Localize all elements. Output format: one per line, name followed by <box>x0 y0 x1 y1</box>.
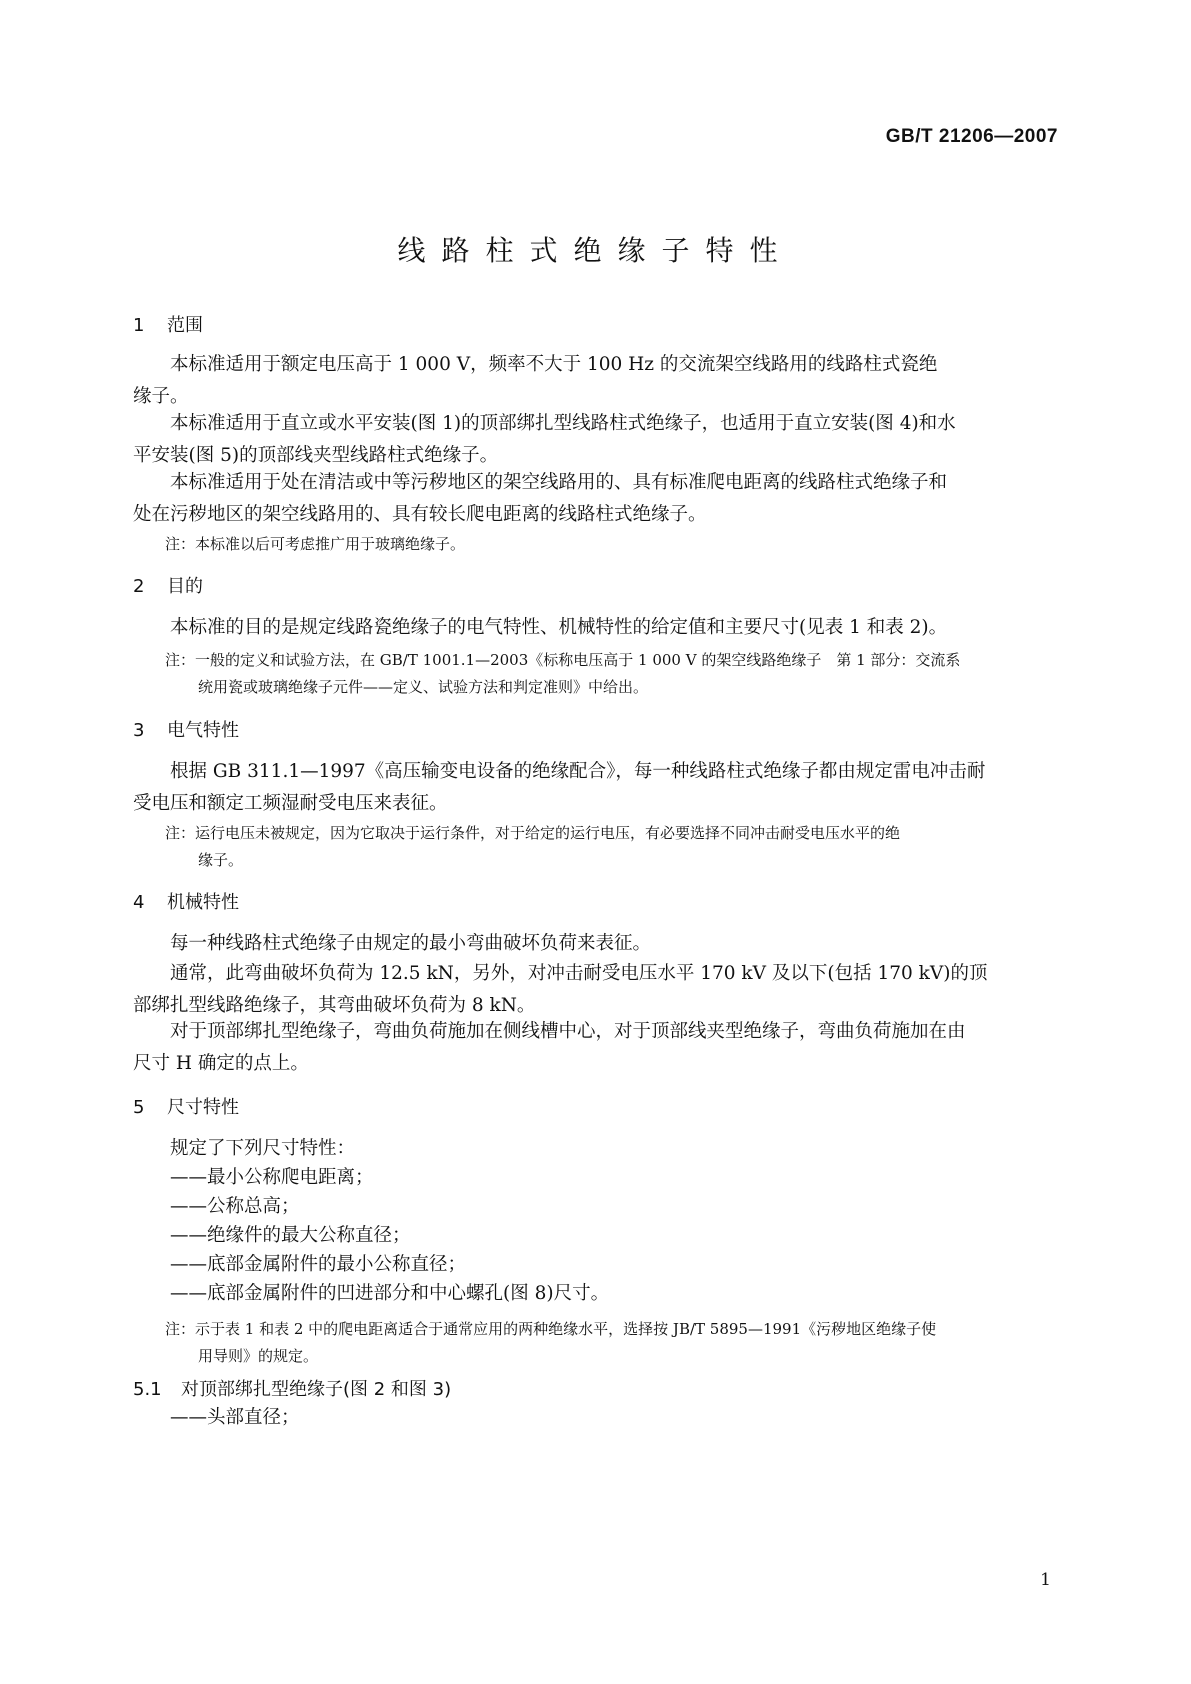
section-4-paragraph-3: 对于顶部绑扎型绝缘子，弯曲负荷施加在侧线槽中心，对于顶部线夹型绝缘子，弯曲负荷施加在由 尺寸 H 确定的点上。 <box>133 1021 966 1074</box>
page-number: 1 <box>1040 1570 1051 1590</box>
section-1-paragraph-2: 本标准适用于直立或水平安装(图 1)的顶部绑扎型线路柱式绝缘子，也适用于直立安装(图 4)和水 平安装(图 5)的顶部线夹型线路柱式绝缘子。 <box>133 413 956 466</box>
standard-number: GB/T 21206—2007 <box>885 126 1058 147</box>
section-title: 尺寸特性 <box>167 1097 239 1118</box>
section-number: 5 <box>133 1097 145 1118</box>
list-item: ——最小公称爬电距离； <box>170 1167 374 1188</box>
list-item: ——公称总高； <box>170 1196 300 1217</box>
section-number: 5.1 <box>133 1379 162 1400</box>
section-title: 目的 <box>167 576 203 597</box>
section-number: 4 <box>133 892 145 913</box>
section-5-1-heading <box>133 1375 451 1401</box>
section-title: 对顶部绑扎型绝缘子(图 2 和图 3) <box>181 1379 452 1400</box>
section-3-heading <box>133 716 239 742</box>
section-5-intro: 规定了下列尺寸特性： <box>170 1138 356 1159</box>
section-1-paragraph-1: 本标准适用于额定电压高于 1 000 V，频率不大于 100 Hz 的交流架空线路用的线路柱式瓷绝 缘子。 <box>133 354 938 407</box>
section-1-paragraph-3: 本标准适用于处在清洁或中等污秽地区的架空线路用的、具有标准爬电距离的线路柱式绝缘子和 处在污秽地区的架空线路用的、具有较长爬电距离的线路柱式绝缘子。 <box>133 472 948 525</box>
section-number: 1 <box>133 315 145 336</box>
section-2-heading <box>133 572 203 598</box>
section-4-paragraph-2: 通常，此弯曲破坏负荷为 12.5 kN，另外，对冲击耐受电压水平 170 kV 及以下(包括 170 kV)的顶 部绑扎型线路绝缘子，其弯曲破坏负荷为 8 kN。 <box>133 963 988 1016</box>
section-title: 范围 <box>167 315 203 336</box>
section-2-note: 注：一般的定义和试验方法，在 GB/T 1001.1—2003《标称电压高于 1 000 V 的架空线路绝缘子 第 1 部分：交流系 统用瓷或玻璃绝缘子元件——定义、试验方法和判定准则》中给出。 <box>165 651 961 696</box>
section-5-note: 注：示于表 1 和表 2 中的爬电距离适合于通常应用的两种绝缘水平，选择按 JB/T 5895—1991《污秽地区绝缘子使 用导则》的规定。 <box>165 1320 937 1365</box>
document-title: 线路柱式绝缘子特性 <box>397 234 794 267</box>
section-3-paragraph-1: 根据 GB 311.1—1997《高压输变电设备的绝缘配合》，每一种线路柱式绝缘子都由规定雷电冲击耐 受电压和额定工频湿耐受电压来表征。 <box>133 761 986 814</box>
list-item: ——绝缘件的最大公称直径； <box>170 1225 411 1246</box>
section-number: 3 <box>133 720 145 741</box>
section-title: 机械特性 <box>167 892 239 913</box>
section-2-paragraph-1: 本标准的目的是规定线路瓷绝缘子的电气特性、机械特性的给定值和主要尺寸(见表 1 和表 2)。 <box>170 617 948 638</box>
section-number: 2 <box>133 576 145 597</box>
section-1-note: 注：本标准以后可考虑推广用于玻璃绝缘子。 <box>165 535 466 553</box>
section-title: 电气特性 <box>167 720 239 741</box>
list-item: ——底部金属附件的最小公称直径； <box>170 1254 467 1275</box>
section-4-paragraph-1: 每一种线路柱式绝缘子由规定的最小弯曲破坏负荷来表征。 <box>170 933 652 954</box>
list-item: ——底部金属附件的凹进部分和中心螺孔(图 8)尺寸。 <box>170 1283 610 1304</box>
section-5-heading <box>133 1093 239 1119</box>
section-4-heading <box>133 888 239 914</box>
section-3-note: 注：运行电压未被规定，因为它取决于运行条件，对于给定的运行电压，有必要选择不同冲击耐受电压水平的绝 缘子。 <box>165 824 901 869</box>
section-1-heading <box>133 311 203 337</box>
list-item: ——头部直径； <box>170 1407 300 1428</box>
